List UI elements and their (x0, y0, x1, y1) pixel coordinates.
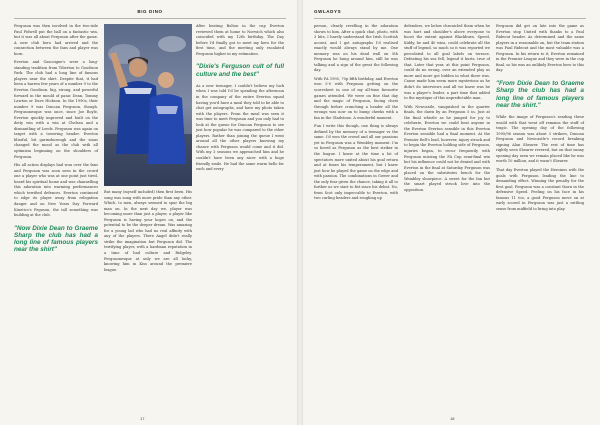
page-number-right: 18 (450, 416, 455, 421)
right-column-1 (314, 24, 398, 205)
pull-quote: "From Dixie Dean to Graeme Sharp the club has had a long line of famous players near the shirt." (496, 79, 584, 109)
left-column-2 (104, 190, 192, 276)
paragraph: Everton and Gascoigne's were a long-standing tradition from Tiberton to Goodison Park. The club had a long line of famous players near the shirt. Despite that, it had been a barren few years of a number 9 to the Everton Goodison. big, strong, and powerful forward in the mould of panic Dean, Tommy Lawton or Dave Hickson. In the 1990s, their number 9 was Duncan Ferguson, though. Fergusonesque was once, since Joe Royle, Everton quickly improved and built on the deity win with a win at Chelsea and a dismantling of Leeds. Ferguson was again on target with a towering header. Everton blissful, bit garinsborough and the sinus changed the mood as the club with all optimism beginning on the shoulders of Ferguson. (14, 60, 98, 159)
left-column-1 (14, 24, 98, 260)
paragraph: person, clearly revelling in the adoration shown to him. After a quick chat, photo, with 3 hits, I barely understand the Irish Scottish accent, and I got autographs I'd realised exactly would always stand by me. One memory was on his dead wall on 5th Ferguson he hung around him, still he was talking and a sign of the great the following day. (314, 24, 398, 73)
paragraph: His all action displays had won over the fans and Ferguson was soon seen in the crowd one a player who was at one point just tired, heard his spiritual home and was channelling this adoration into warming performances which terrified defences. Everton continued to edge its player away from relegation danger and on New Years Day Forward Kinetics's Feguson, the tall something was building at the club. (14, 163, 98, 218)
right-page (300, 0, 600, 425)
paragraph: That day Everton played the Heroines with the goals with Ferguson leading the line to demanding effect. Winning the penalty for the first goal, Ferguson was a constant thorn in the defensive Speed. Feeling on his face in his famous 11 too, a good Ferguson move on at early scored in Ferguson was just a rattling sense from midfield to bring into play. (496, 168, 584, 211)
paragraph: Ferguson was then involved in the two-side Paul Fidwell put the ball on a fantastic win, but it was all about Ferguson after the game. A new club hero had arrived and the connection between the fans and player was born. (14, 24, 98, 56)
pull-quote: "Now Dixie Dean to Graeme Sharp the club has had a long line of famous players near the shirt" (14, 224, 98, 254)
photo-illustration (104, 24, 192, 186)
paragraph: Fun I write this though, one thing is always defined by the memory of a teenager vs the same. I'd won the crowd and all our passions yet in Ferguson was a Wembley moment. I'm so bored as Ferguson as the best striker in the league. I knew at the time a lot of spectators more united about his goal return and at times his temperament, but I knew just how he played the game on the edge and with passion. The combinations in Gower and the only fear given the chance, taking it all to further us we start to fist since his debut. No, from Scot only impeccable to Everton, with two curling headers and roughing up (314, 124, 398, 201)
left-column-3 (196, 24, 284, 176)
paragraph: While the image of Ferguson's sending these would with that went off remains the stuff of tragic. The opening day of the following 1995/96 season was about 3 strikers, Duncan Ferguson and Newcastle's record breaking signing Alan Shearer. The rest of time has rightly seen Shearer revered, but on that sunny opening day seen we remain placed like he was worth 10 million, and it wasn't Shearer. (496, 115, 584, 164)
paragraph: But many (myself included) then first been. His song was sung with more pride than any other. Which, to men, always seemed to spur the big man on. In the next day we, player was becoming more than just a player, a player like Ferguson is having your hopes on, and the potential to be the deeper dream. Was amazing for a young lad who had no real affinity with any of the players. There Angel didn't really strike the imagination but Ferguson did. The terrifying player, with a hardman reputation in a time of bad culture and Ridgeley. Fergusonesque at only we are all lucky, knowing him in Kiss around the premiere league. (104, 190, 192, 272)
paragraph: After beating Bolton in the cup Everton reviewed them at home to Norwich which also coincided with my 12th birthday. The Day before I'd finally got to meet my hero for the first time, and the meeting only escalated Ferguson higher in my estimation. (196, 24, 284, 56)
header-rule-left (14, 18, 286, 19)
player-photo (104, 24, 192, 186)
page-header-right: GWLADYS (314, 9, 342, 14)
right-column-2 (404, 24, 490, 196)
paragraph: As a new teenager, I couldn't believe my luck when I was told I'd be spending the afternoon in the company of the entire Everton squad having you'd have a meal they told to be able to chat get autographs, and have my photo taken with the players. From the meal was seen it was time to meet Ferguson and you only had to look at the queue for Duncan Ferguson to see just how popular he was compared to the other players. Rather than joining the queue I went around all the other players knowing my chance with Ferguson would come and it did. With my 3 seasons we approached him and he couldn't have been any nicer with a huge friendly smile. He had the same warm hello for each and every (196, 83, 284, 172)
right-column-3 (496, 24, 584, 215)
page-header-left: BIG DINO (137, 9, 163, 14)
paragraph: defenders, we below chronicled them when he was hurt and shoulder's above everyone to boost the extent against Blackburn. Speed, Kiddy, he and 40 wins, could celebrate all the stuff of legend, so much so it was reported we percolated to all goal labels on terrace. Defeating his sea fell, legend it hurts, true of that. Later that year, at this point Ferguson, could do no wrong, over an extended play as more and more got hidden in what there was. Cause made him seem more mysterious as he didn't do interviews and all we knew was he was a player's leader, a part time that added to the mystique of this unpredictable man. (404, 24, 490, 101)
header-rule-right (314, 18, 586, 19)
page-number-left: 17 (140, 416, 145, 421)
paragraph: With FA 1995, 70p fifth birthday, and Everton won 5-0 with Ferguson getting on the scoresheet in one of my all-time favourite games attended. We were on fine that day and the magic of Ferguson, facing chest through before crunching a header all the wrongs was now on to bump cheeks with a fan in the Gladstone. A wonderful moment. (314, 76, 398, 120)
pull-quote: "Dixie's Ferguson cult of full culture and the best" (196, 63, 284, 78)
spine-gutter (297, 0, 303, 425)
paragraph: With Newcastle, vanquished in the quarter finals, the dawn by an Ferguson 5 in. Just at the final whistle as he jumped for joy to celebrate, Everton we could beat anyone in the Everton Everton sensible in this Everton Everton sensible had a final moment. At the Premier Bell's lead, however, injury struck and to begin the Everton holding side of Ferguson, injuries began, to recur frequently with Ferguson missing the FA Cup semi-final win but his influence could not be denied and with Everton in the final at Saturday Ferguson was placed on the substitutes bench for the Wembley showpiece. A sweet for the fan but the smart played struck love into the opposition. (404, 104, 490, 192)
paragraph: Ferguson did get on late into the game as Everton stop United with thanks to a Paul Rideout header. As determined and the same players in a reasonable on, but the team station was Paul Rideout and the most valuable was a Ferguson. In his return to it, Everton remained in the Premier League and they were in the cup final, so his was an unlikely Everton hero to this day. (496, 24, 584, 73)
